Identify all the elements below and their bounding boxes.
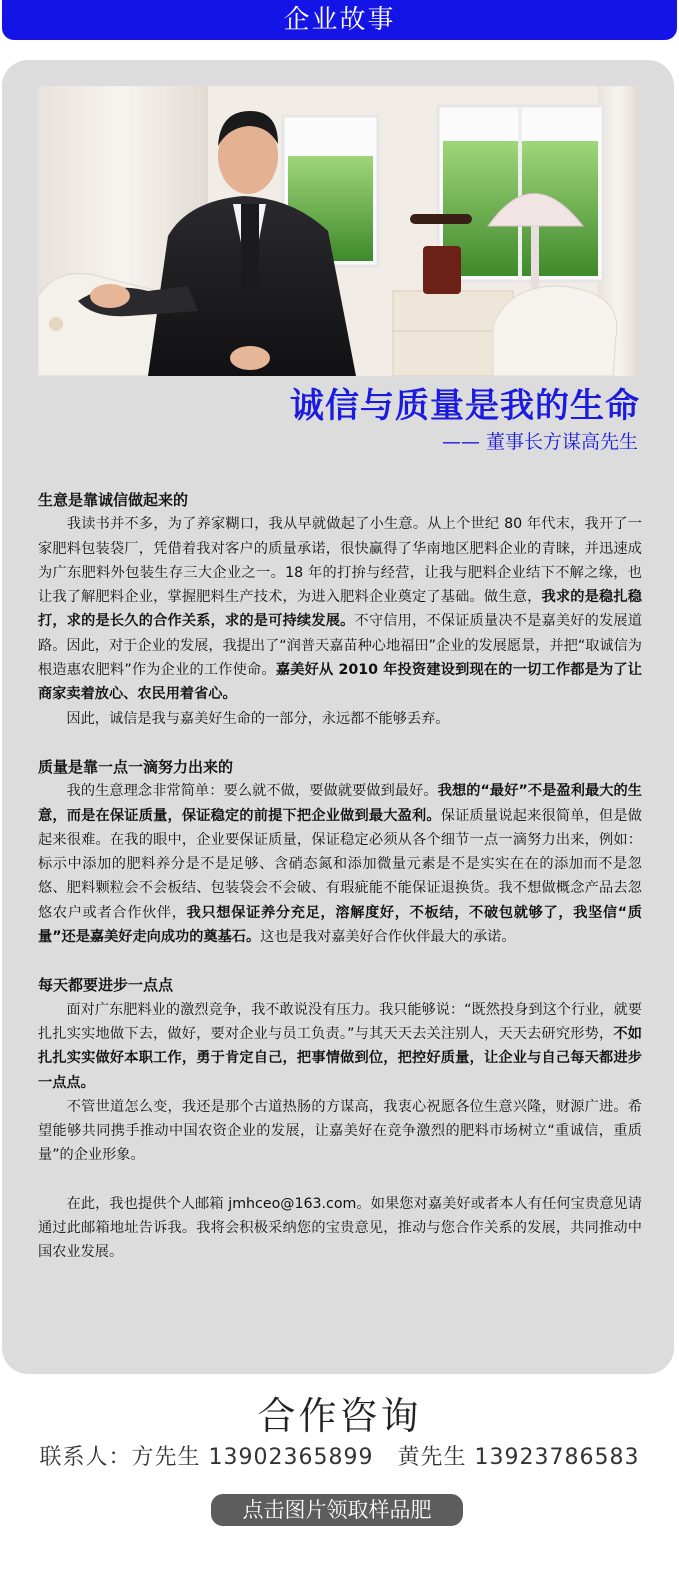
contact-line bbox=[0, 1442, 679, 1474]
text-run: 我读书并不多，为了养家糊口，我从早就做起了小生意。从上个世纪 80 年代末，我开了一家肥料包装袋厂，凭借着我对客户的质量承诺，很快赢得了华南地区肥料企业的青睐，并迅速成为广东肥料外包装生存三大企业之一。18 年的打拚与经营，让我与肥料企业结下不解之缘，也让我了解肥料企业，掌握肥料生产技术，为进入肥料企业奠定了基础。做生意， bbox=[38, 516, 642, 606]
text-run: 保证质量说起来很简单，但是做起来很难。在我的眼中，企业要保证质量，保证稳定必须从各个细节一点一滴努力出来，例如：标示中添加的肥料养分是不是足够、含硝态氮和添加微量元素是不是实实在在的添加而不是忽悠、肥料颗粒会不会板结、包装袋会不会破、有瑕疵能不能保证退换货。我不想做概念产品去忽悠农户或者合作伙伴， bbox=[38, 807, 642, 921]
contact-phone-1[interactable]: 方先生 13902365899 bbox=[131, 1445, 374, 1470]
headline: 诚信与质量是我的生命 bbox=[290, 386, 640, 426]
text-run: 面对广东肥料业的激烈竞争，我不敢说没有压力。我只能够说：“既然投身到这个行业，就要扎扎实实地做下去，做好，要对企业与员工负责。”与其天天去关注别人，天天去研究形势， bbox=[38, 1001, 642, 1042]
section-heading: 生意是靠诚信做起来的 bbox=[38, 491, 189, 509]
section-heading: 质量是靠一点一滴努力出来的 bbox=[38, 757, 234, 776]
bold-text: 我求的是稳扎稳打，求的是长久的合作关系，求的是可持续发展。 bbox=[38, 589, 642, 630]
get-sample-button[interactable] bbox=[211, 1494, 463, 1526]
paragraph bbox=[38, 998, 642, 1095]
section-title: 企业故事 bbox=[283, 5, 396, 35]
contact-email-text: 在此，我也提供个人邮箱 jmhceo@163.com。如果您对嘉美好或者本人有任何宝贵意见请通过此邮箱地址告诉我。我将会积极采纳您的宝贵意见，推动与您合作关系的发展，共同推动中国农业发展。 bbox=[38, 1195, 642, 1261]
paragraph bbox=[38, 512, 642, 706]
bold-text: 我想的“最好”不是盈利最大的生意，而是在保证质量，保证稳定的前提下把企业做到最大盈利。 bbox=[38, 783, 642, 824]
get-sample-label: 点击图片领取样品肥 bbox=[242, 1498, 432, 1522]
section-header-bar bbox=[2, 0, 677, 40]
chairman-photo bbox=[38, 86, 638, 376]
contact-phone-2[interactable]: 黄先生 13923786583 bbox=[397, 1445, 640, 1470]
byline: —— 董事长方谋高先生 bbox=[441, 431, 638, 453]
paragraph bbox=[38, 707, 642, 731]
article-body bbox=[38, 488, 642, 1265]
paragraph bbox=[38, 1095, 642, 1168]
section-heading: 每天都要进步一点点 bbox=[38, 976, 174, 995]
text-run: 我的生意理念非常简单：要么就不做，要做就要做到最好。 bbox=[66, 783, 438, 800]
bold-text: 我只想保证养分充足，溶解度好，不板结，不破包就够了，我坚信“质量”还是嘉美好走向成功的奠基石。 bbox=[38, 904, 642, 946]
bold-text: 不如扎扎实实做好本职工作，勇于肯定自己，把事情做到位，把控好质量，让企业与自己每天都进步一点点。 bbox=[38, 1025, 642, 1091]
consult-title: 合作咨询 bbox=[257, 1394, 422, 1438]
text-run: 因此，诚信是我与嘉美好生命的一部分，永远都不能够丢弃。 bbox=[66, 710, 450, 727]
paragraph bbox=[38, 779, 642, 949]
paragraph bbox=[38, 1192, 642, 1265]
bold-text: 嘉美好从 2010 年投资建设到现在的一切工作都是为了让商家卖着放心、农民用着省心。 bbox=[38, 662, 642, 703]
text-run: 不守信用，不保证质量决不是嘉美好的发展道路。因此，对于企业的发展，我提出了“润普天嘉苗种心地福田”企业的发展愿景，并把“取诚信为根造惠农肥料”作为企业的工作使命。 bbox=[38, 613, 642, 679]
text-run: 不管世道怎么变，我还是那个古道热肠的方谋高，我衷心祝愿各位生意兴隆，财源广进。希望能够共同携手推动中国农资企业的发展，让嘉美好在竞争激烈的肥料市场树立“重诚信，重质量”的企业形象。 bbox=[38, 1098, 642, 1164]
contact-label: 联系人： bbox=[39, 1445, 132, 1470]
text-run: 这也是我对嘉美好合作伙伴最大的承诺。 bbox=[260, 929, 516, 946]
